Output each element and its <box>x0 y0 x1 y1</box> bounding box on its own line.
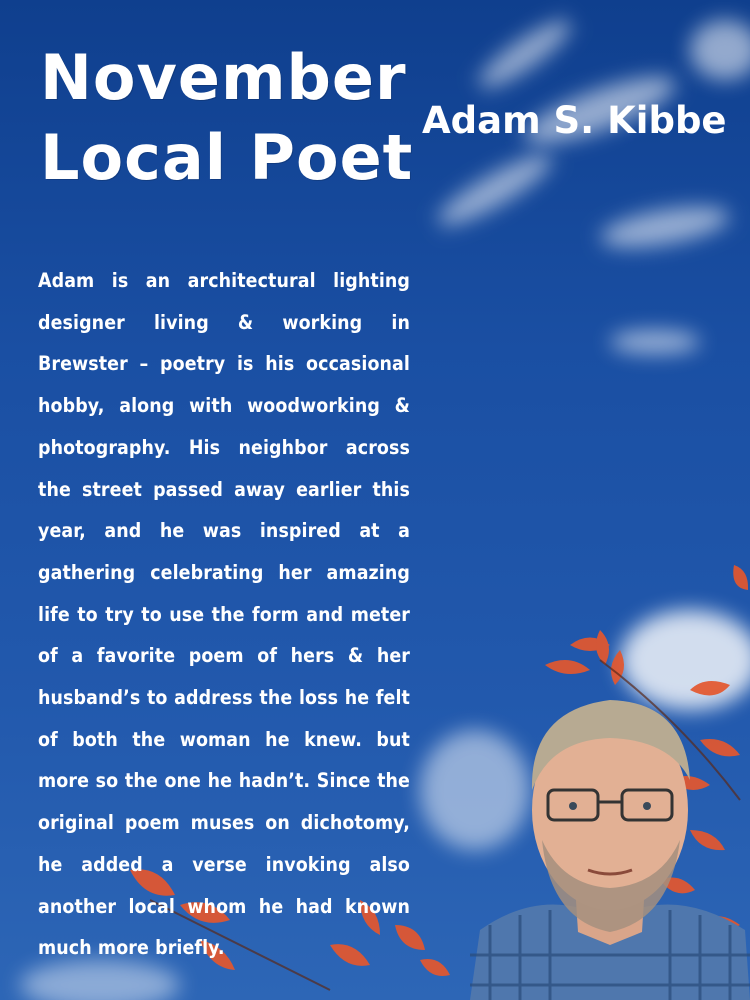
title-line-2: Local Poet <box>40 121 414 194</box>
author-name: Adam S. Kibbe <box>422 99 727 142</box>
poster-title <box>40 38 440 198</box>
title-line-1: November <box>40 41 407 114</box>
author-bio: Adam is an architectural lighting designer living & working in Brewster – poetry is his occasional hobby, along with woodworking & photography. His neighbor across the street passed away earlier this year, and he was inspired at a gathering celebrating her amazing life to try to use the form and meter of a favorite poem of hers & her husband’s to address the loss he felt of both the woman he knew. but more so the one he hadn’t. Since the original poem muses on dichotomy, he added a verse invoking also another local whom he had known much more briefly. <box>38 269 410 960</box>
author-portrait <box>470 670 750 1000</box>
